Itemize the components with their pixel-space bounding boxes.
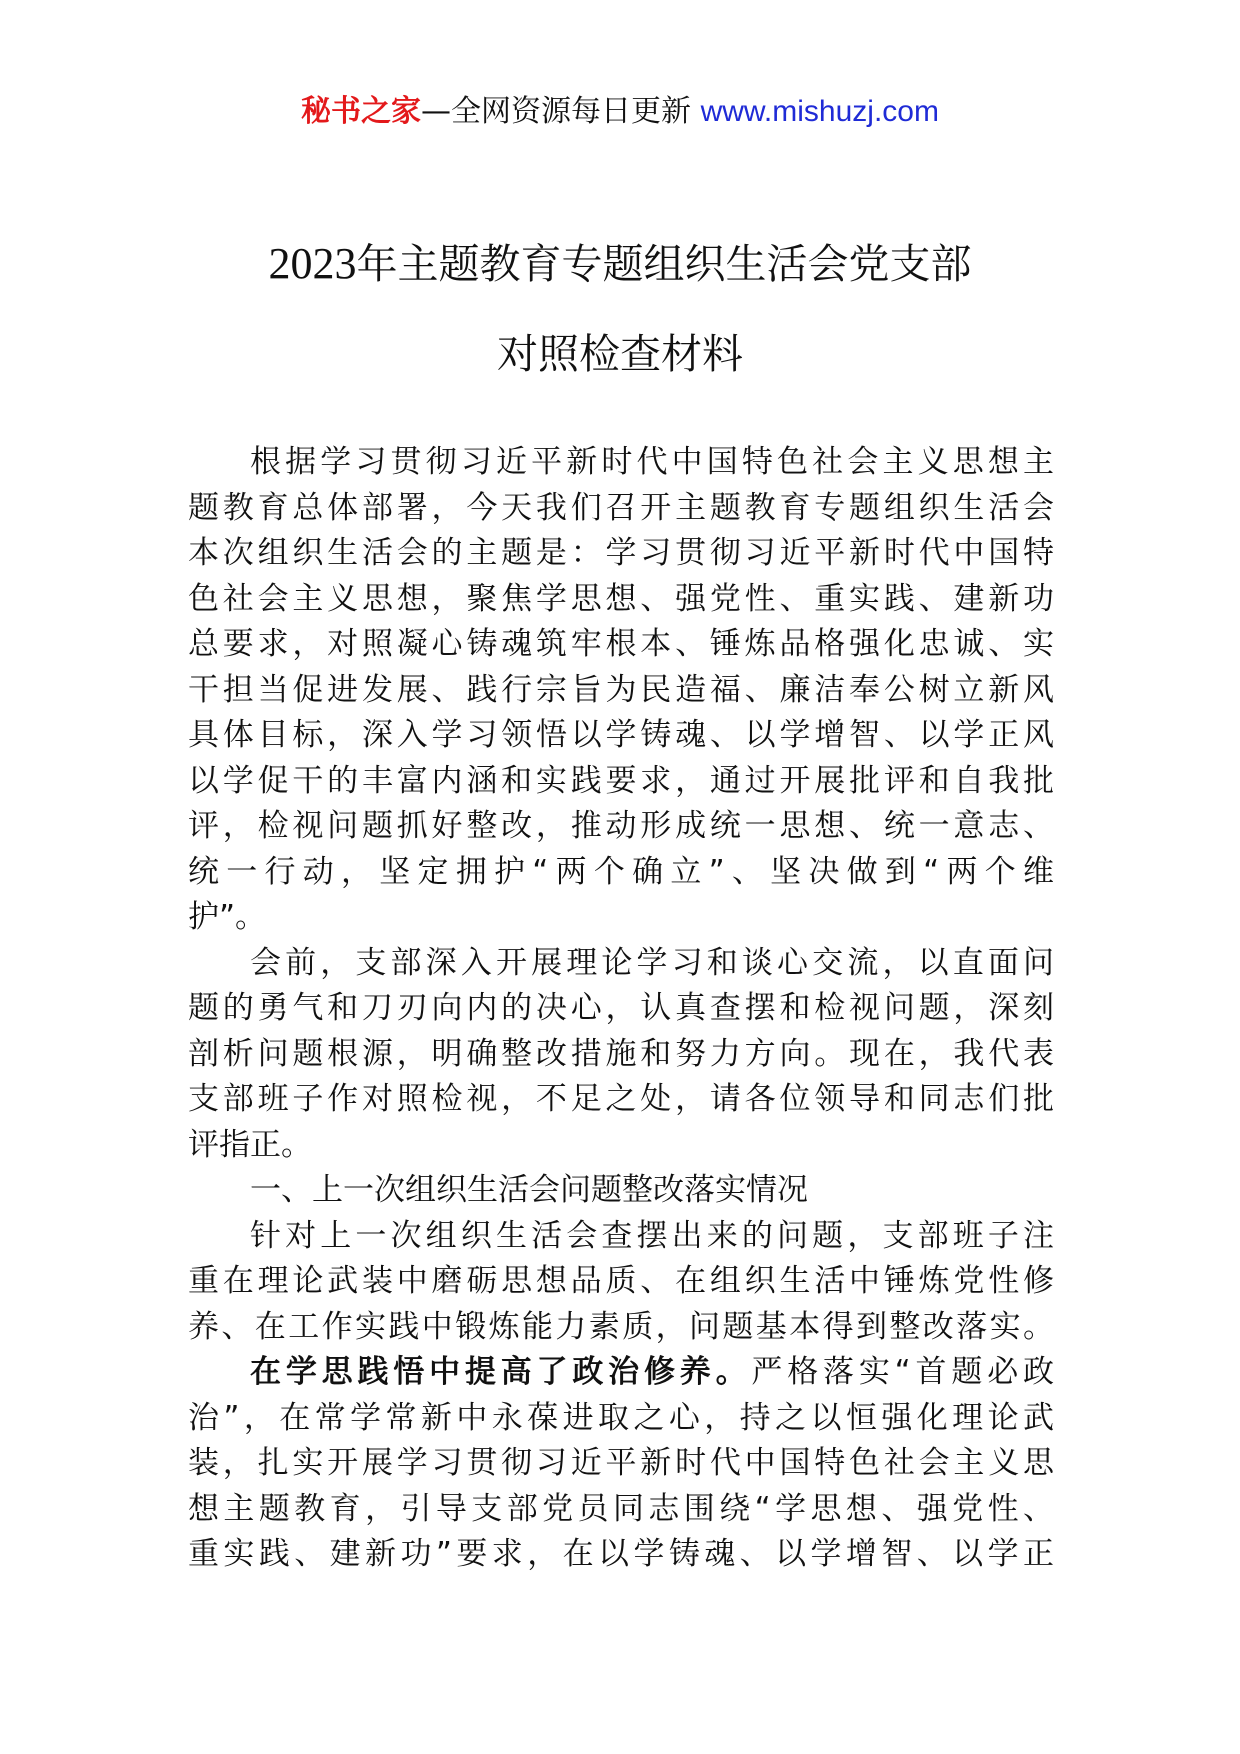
text-line: 重实践、建新功”要求，在以学铸魂、以学增智、以学正 (188, 1536, 1054, 1572)
text-line: 题的勇气和刀刃向内的决心，认真查摆和检视问题，深刻 (188, 990, 1054, 1026)
section-heading-1: 一、上一次组织生活会问题整改落实情况 (250, 1172, 808, 1208)
text-line: 装，扎实开展学习贯彻习近平新时代中国特色社会主义思 (188, 1445, 1054, 1481)
brand-name: 秘书之家 (301, 94, 422, 129)
title-line-1-text: 年主题教育专题组织生活会党支部 (356, 240, 972, 288)
paragraph-preparation (188, 941, 1054, 1169)
paragraph-political-cultivation (188, 1350, 1054, 1578)
site-banner (0, 92, 1240, 132)
text-line: 想主题教育，引导支部党员同志围绕“学思想、强党性、 (188, 1490, 1054, 1527)
text-line: 题教育总体部署，今天我们召开主题教育专题组织生活会 (188, 489, 1054, 526)
banner-slogan: —全网资源每日更新 (421, 94, 701, 129)
text-line: 色社会主义思想，聚焦学思想、强党性、重实践、建新功 (188, 580, 1054, 617)
text-line: 评，检视问题抓好整改，推动形成统一思想、统一意志、 (188, 808, 1054, 844)
title-year: 2023 (268, 239, 357, 288)
text-line: 统一行动，坚定拥护“两个确立”、坚决做到“两个维 (188, 853, 1054, 890)
text-line: 具体目标，深入学习领悟以学铸魂、以学增智、以学正风 (188, 717, 1054, 753)
text-line: 评指正。 (188, 1126, 312, 1163)
text-line: 养、在工作实践中锻炼能力素质，问题基本得到整改落实。 (188, 1308, 1054, 1345)
text-fragment: 严格落实“首题必政 (751, 1354, 1054, 1390)
paragraph-intro (188, 440, 1054, 941)
text-line: 针对上一次组织生活会查摆出来的问题，支部班子注 (250, 1217, 1054, 1254)
document-title-line-2: 对照检查材料 (497, 330, 743, 378)
text-line: 会前，支部深入开展理论学习和谈心交流，以直面问 (250, 944, 1054, 981)
paragraph-rectification (188, 1214, 1054, 1351)
text-line: 治”，在常学常新中永葆进取之心，持之以恒强化理论武 (188, 1399, 1054, 1436)
text-line: 剖析问题根源，明确整改措施和努力方向。现在，我代表 (188, 1035, 1054, 1072)
document-title-line-1 (0, 238, 1240, 290)
bold-lead-sentence: 在学思践悟中提高了政治修养。 (250, 1354, 752, 1390)
text-line (188, 1350, 1054, 1396)
text-line: 护”。 (188, 899, 267, 935)
text-line: 总要求，对照凝心铸魂筑牢根本、锤炼品格强化忠诚、实 (188, 626, 1054, 662)
text-line: 本次组织生活会的主题是：学习贯彻习近平新时代中国特 (188, 535, 1054, 571)
text-line: 重在理论武装中磨砺思想品质、在组织生活中锤炼党性修 (188, 1263, 1054, 1299)
text-line: 干担当促进发展、践行宗旨为民造福、廉洁奉公树立新风 (188, 671, 1054, 708)
text-line: 根据学习贯彻习近平新时代中国特色社会主义思想主 (250, 444, 1054, 480)
text-line: 以学促干的丰富内涵和实践要求，通过开展批评和自我批 (188, 762, 1054, 799)
document-body (188, 440, 1054, 1578)
site-url[interactable]: www.mishuzj.com (700, 95, 939, 128)
text-line: 支部班子作对照检视，不足之处，请各位领导和同志们批 (188, 1081, 1054, 1117)
